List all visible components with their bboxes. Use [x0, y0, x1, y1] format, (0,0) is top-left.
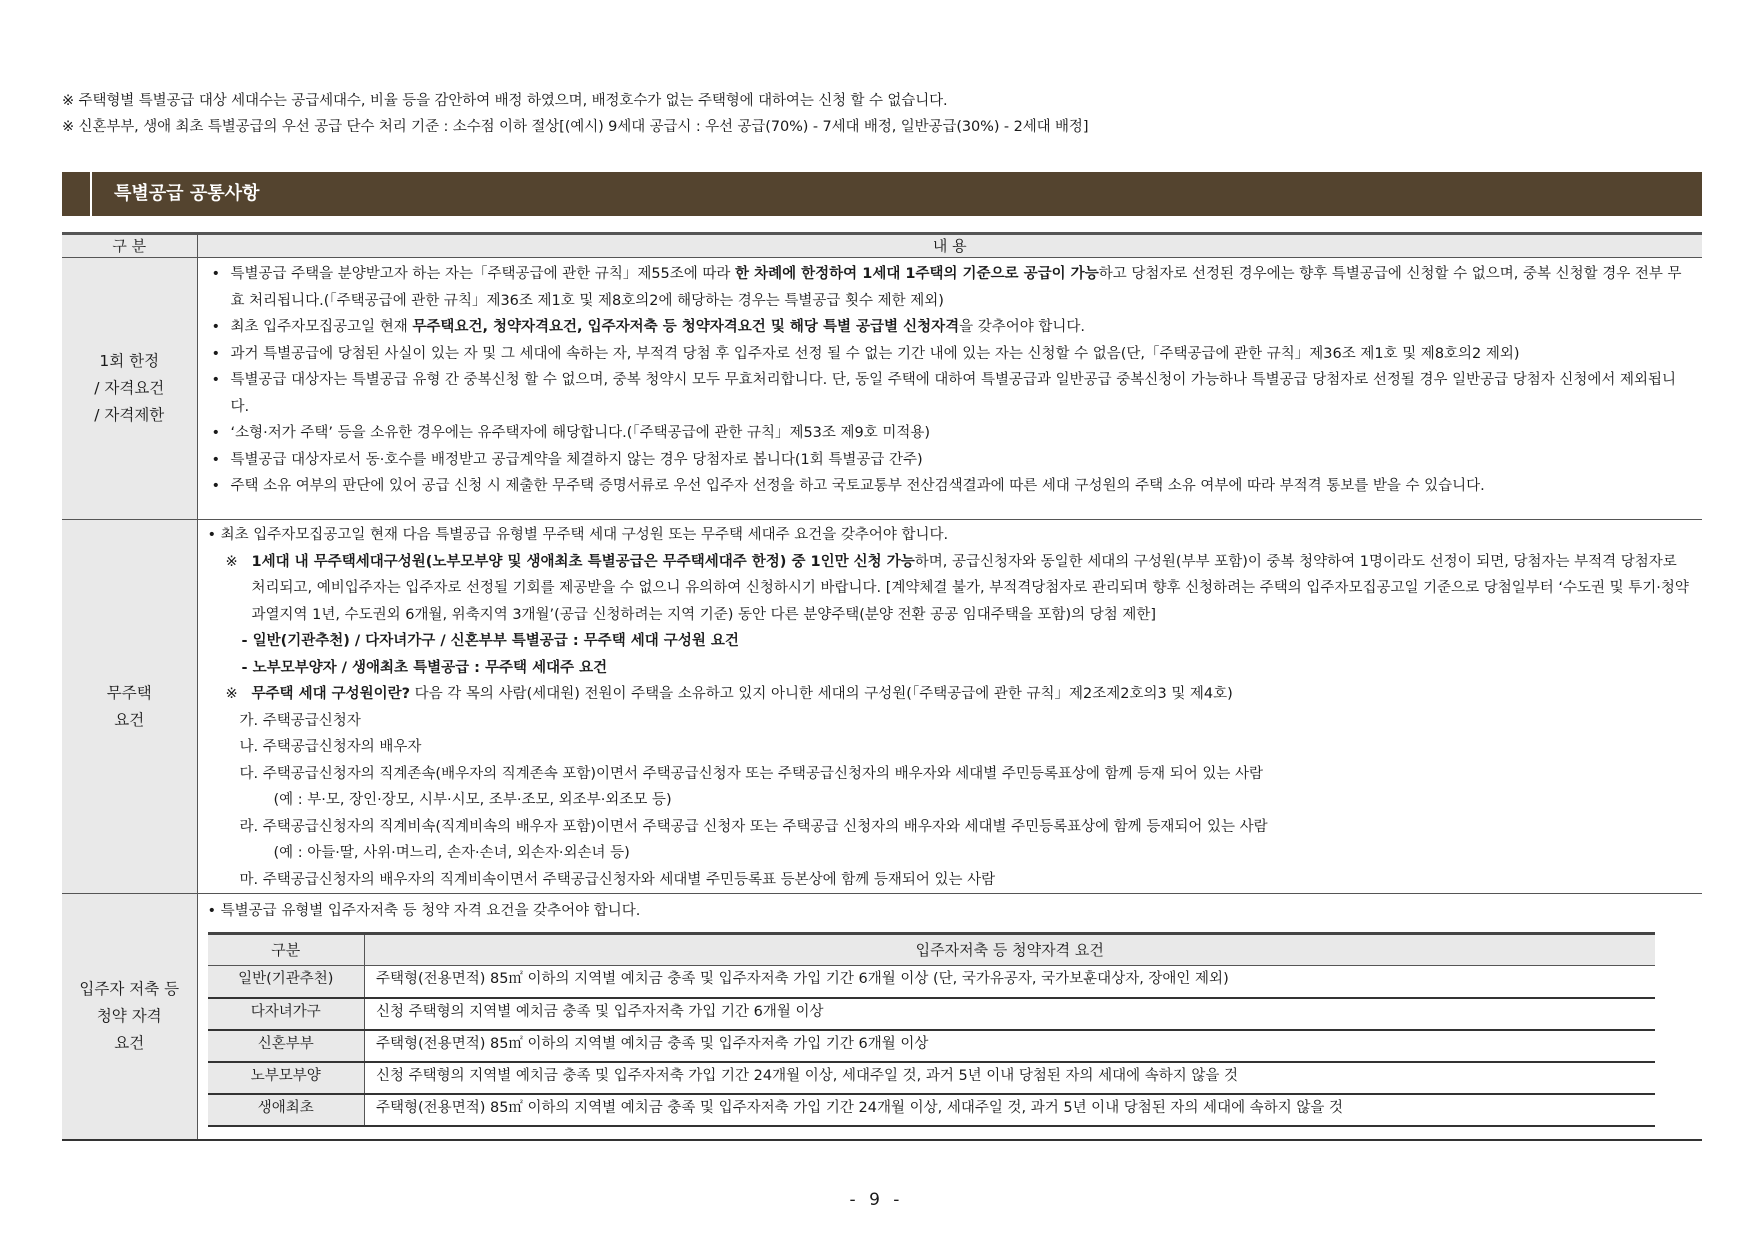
sub-item-na: 나. 주택공급신청자의 배우자 — [239, 739, 422, 755]
dash-item-2: - 노부모부양자 / 생애최초 특별공급 : 무주택 세대주 요건 — [241, 659, 608, 676]
sub-table-row — [208, 998, 1655, 1030]
no-house-note-2: ※ 무주택 세대 구성원이란? 다음 각 목의 사람(세대원) 전원이 주택을 소유하고 있지 아니한 세대의 구성원(「주택공급에 관한 규칙」제2조제2호의3 및 제4호) — [225, 686, 1233, 702]
sub-cell-requirement: 주택형(전용면적) 85㎡ 이하의 지역별 예치금 충족 및 입주자저축 가입 기간 6개월 이상 — [365, 1030, 1655, 1062]
table-row — [62, 258, 1702, 520]
sub-header-requirement: 입주자저축 등 청약자격 요건 — [365, 934, 1655, 966]
sub-cell-type: 노부모부양 — [208, 1062, 365, 1094]
sub-cell-type: 신혼부부 — [208, 1030, 365, 1062]
sub-table-row — [208, 1062, 1655, 1094]
header-content: 내 용 — [197, 234, 1702, 258]
sub-table-row — [208, 1030, 1655, 1062]
sub-cell-type: 다자녀가구 — [208, 998, 365, 1030]
header-category: 구 분 — [62, 234, 197, 258]
sub-cell-requirement: 주택형(전용면적) 85㎡ 이하의 지역별 예치금 충족 및 입주자저축 가입 기간 24개월 이상, 세대주일 것, 과거 5년 이내 당첨된 자의 세대에 속하지 않을 것 — [365, 1094, 1655, 1126]
sub-item-da: 다. 주택공급신청자의 직계존속(배우자의 직계존속 포함)이면서 주택공급신청자 또는 주택공급신청자의 배우자와 세대별 주민등록표상에 함께 등재 되어 있는 사람 — [239, 765, 1264, 782]
common-matters-table — [62, 232, 1702, 1141]
sub-item-ra: 라. 주택공급신청자의 직계비속(직계비속의 배우자 포함)이면서 주택공급 신청자 또는 주택공급 신청자의 배우자와 세대별 주민등록표상에 함께 등재되어 있는 사람 — [239, 818, 1268, 835]
sub-cell-type: 일반(기관추천) — [208, 966, 365, 998]
savings-intro: • 특별공급 유형별 입주자저축 등 청약 자격 요건을 갖추어야 합니다. — [207, 903, 641, 919]
section-header-divider — [90, 172, 92, 216]
sub-header-type: 구분 — [208, 934, 365, 966]
row-content-no-house — [197, 520, 1702, 894]
table-row — [62, 520, 1702, 894]
list-item: • 주택 소유 여부의 판단에 있어 공급 신청 시 제출한 무주택 증명서류로 우선 입주자 선정을 하고 국토교통부 전산검색결과에 따른 세대 구성원의 주택 소유 여부에 따라 부적격 통보를 받을 수 있습니다. — [212, 473, 1685, 500]
note-line-1: ※ 주택형별 특별공급 대상 세대수는 공급세대수, 비율 등을 감안하여 배정 하였으며, 배정호수가 없는 주택형에 대하여는 신청 할 수 없습니다. — [62, 93, 948, 109]
table-header-row — [62, 234, 1702, 258]
list-item: • 최초 입주자모집공고일 현재 무주택요건, 청약자격요건, 입주자저축 등 청약자격요건 및 해당 특별 공급별 신청자격을 갖추어야 합니다. — [212, 314, 1685, 341]
section-header — [62, 172, 1702, 216]
row-label-text: 입주자 저축 등 청약 자격 요건 — [79, 979, 180, 1052]
savings-requirements-table — [208, 932, 1655, 1127]
section-title: 특별공급 공통사항 — [114, 183, 260, 204]
row-content-once-limit — [197, 258, 1702, 520]
no-house-note-1: ※ 1세대 내 무주택세대구성원(노부모부양 및 생애최초 특별공급은 무주택세대주 한정) 중 1인만 신청 가능하며, 공급신청자와 동일한 세대의 구성원(부부 포함)이 중복 청약하여 1명이라도 선정이 되면, 당첨자는 부적격 당첨자로 처리되고, 예비입주자는 입주자로 선정될 기회를 제공받을 수 없으니 유의하여 신청하시기 바랍니다. [계약체결 불가, 부적격당첨자로 관리되며 향후 신청하려는 주택의 입주자모집공고일 기준으로 당첨일부터 ‘수도권 및 투기·청약과열지역 1년, 수도권외 6개월, 위축지역 3개월’(공급 신청하려는 지역 기준) 동안 다른 분양주택(분양 전환 공공 임대주택을 포함)의 당첨 제한] — [225, 553, 1689, 623]
list-item: • ‘소형·저가 주택’ 등을 소유한 경우에는 유주택자에 해당합니다.(「주택공급에 관한 규칙」제53조 제9호 미적용) — [212, 420, 1685, 447]
row-label-once-limit — [62, 258, 197, 520]
sub-item-da-example: (예 : 부·모, 장인·장모, 시부·시모, 조부·조모, 외조부·외조모 등) — [273, 792, 672, 808]
sub-item-ga: 가. 주택공급신청자 — [239, 712, 361, 729]
list-item: • 과거 특별공급에 당첨된 사실이 있는 자 및 그 세대에 속하는 자, 부적격 당첨 후 입주자로 선정 될 수 없는 기간 내에 있는 자는 신청할 수 없음(단,「주택공급에 관한 규칙」제36조 제1호 및 제8호의2 제외) — [212, 341, 1685, 368]
sub-table-row — [208, 1094, 1655, 1126]
sub-table-row — [208, 966, 1655, 998]
list-item: • 특별공급 주택을 분양받고자 하는 자는「주택공급에 관한 규칙」제55조에 따라 한 차례에 한정하여 1세대 1주택의 기준으로 공급이 가능하고 당첨자로 선정된 경우에는 향후 특별공급에 신청할 수 없으며, 중복 신청할 경우 전부 무효 처리됩니다.(「주택공급에 관한 규칙」제36조 제1호 및 제8호의2에 해당하는 경우는 특별공급 횟수 제한 제외) — [212, 261, 1685, 314]
dash-item-1: - 일반(기관추천) / 다자녀가구 / 신혼부부 특별공급 : 무주택 세대 구성원 요건 — [241, 633, 739, 649]
sub-table-header-row — [208, 934, 1655, 966]
no-house-intro: • 최초 입주자모집공고일 현재 다음 특별공급 유형별 무주택 세대 구성원 또는 무주택 세대주 요건을 갖추어야 합니다. — [207, 527, 949, 543]
row-label-savings — [62, 894, 197, 1140]
row-label-text: 무주택 요건 — [106, 683, 152, 729]
sub-item-ra-example: (예 : 아들·딸, 사위·며느리, 손자·손녀, 외손자·외손녀 등) — [273, 845, 630, 861]
row-label-text: 1회 한정 / 자격요건 / 자격제한 — [94, 352, 165, 424]
table-row — [62, 894, 1702, 1140]
list-item: • 특별공급 대상자로서 동·호수를 배정받고 공급계약을 체결하지 않는 경우 당첨자로 봅니다(1회 특별공급 간주) — [212, 447, 1685, 474]
sub-item-ma: 마. 주택공급신청자의 배우자의 직계비속이면서 주택공급신청자와 세대별 주민등록표 등본상에 함께 등재되어 있는 사람 — [239, 871, 996, 888]
top-notes — [62, 88, 1702, 140]
sub-cell-requirement: 신청 주택형의 지역별 예치금 충족 및 입주자저축 가입 기간 6개월 이상 — [365, 998, 1655, 1030]
sub-cell-requirement: 주택형(전용면적) 85㎡ 이하의 지역별 예치금 충족 및 입주자저축 가입 기간 6개월 이상 (단, 국가유공자, 국가보훈대상자, 장애인 제외) — [365, 966, 1655, 998]
page-number: - 9 - — [849, 1190, 904, 1210]
row-label-no-house — [62, 520, 197, 894]
sub-cell-type: 생애최초 — [208, 1094, 365, 1126]
row-content-savings — [197, 894, 1702, 1140]
note-line-2: ※ 신혼부부, 생애 최초 특별공급의 우선 공급 단수 처리 기준 : 소수점 이하 절상[(예시) 9세대 공급시 : 우선 공급(70%) - 7세대 배정, 일반공급(30%) - 2세대 배정] — [62, 119, 1089, 135]
sub-cell-requirement: 신청 주택형의 지역별 예치금 충족 및 입주자저축 가입 기간 24개월 이상, 세대주일 것, 과거 5년 이내 당첨된 자의 세대에 속하지 않을 것 — [365, 1062, 1655, 1094]
list-item: • 특별공급 대상자는 특별공급 유형 간 중복신청 할 수 없으며, 중복 청약시 모두 무효처리합니다. 단, 동일 주택에 대하여 특별공급과 일반공급 중복신청이 가능하나 특별공급 당첨자로 선정될 경우 일반공급 당첨자 신청에서 제외됩니다. — [212, 367, 1685, 420]
